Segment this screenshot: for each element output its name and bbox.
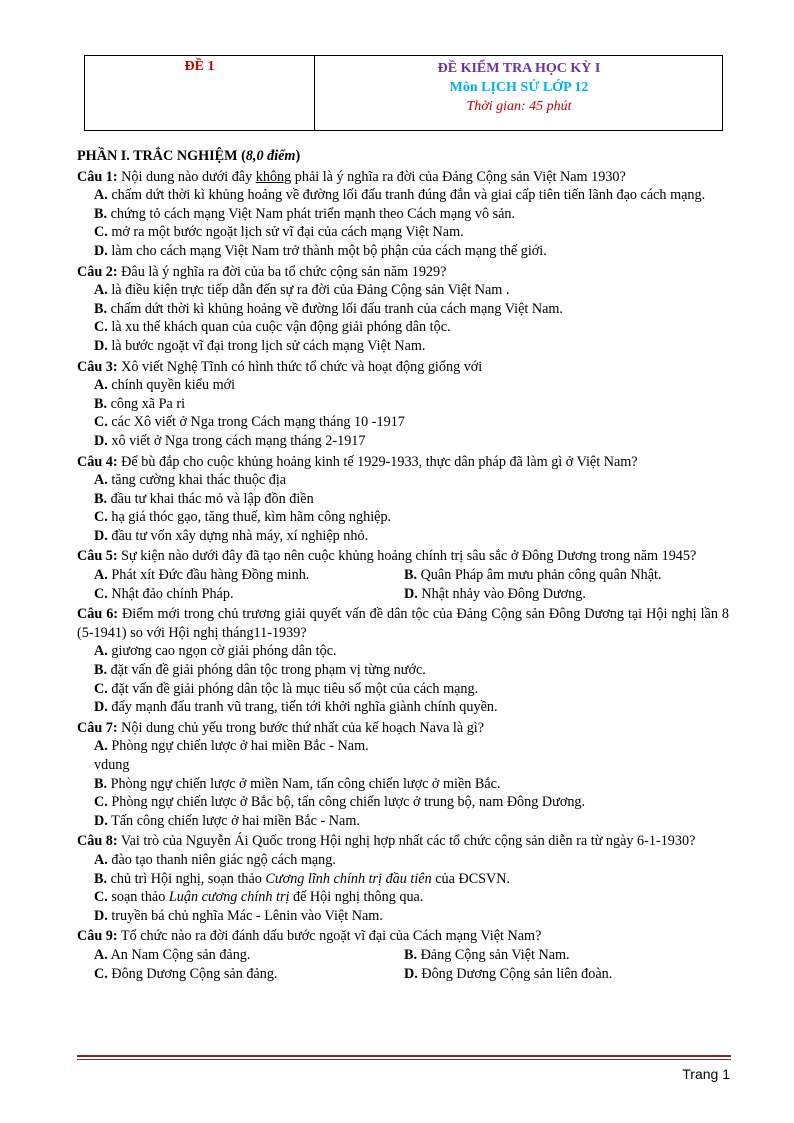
option-d: D. làm cho cách mạng Việt Nam trở thành một bộ phận của cách mạng thế giới.	[94, 242, 547, 259]
question-stem: Câu 5: Sự kiện nào dưới đây đã tạo nên cuộc khủng hoảng chính trị sâu sắc ở Đông Dương trong năm 1945?	[77, 548, 697, 565]
option-b: B. đặt vấn đề giải phóng dân tộc trong phạm vị từng nước.	[94, 662, 426, 679]
option-d: D. truyền bá chủ nghĩa Mác - Lênin vào Việt Nam.	[94, 907, 383, 924]
option-d: D. là bước ngoặt vĩ đại trong lịch sử cách mạng Việt Nam.	[94, 337, 426, 354]
option-c: C. các Xô viết ở Nga trong Cách mạng tháng 10 -1917	[94, 414, 405, 431]
option-d: D. xô viết ở Nga trong cách mạng tháng 2-1917	[94, 432, 366, 449]
option-b: B. chấm dứt thời kì khủng hoảng về đường lối đấu tranh của cách mạng Việt Nam.	[94, 300, 563, 317]
exam-time: Thời gian: 45 phút	[466, 99, 572, 114]
footer-rule-thin	[77, 1059, 731, 1060]
option-a: A. đào tạo thanh niên giác ngộ cách mạng.	[94, 851, 336, 868]
option-c: C. mở ra một bước ngoặt lịch sử vĩ đại của cách mạng Việt Nam.	[94, 224, 464, 241]
question-8	[77, 832, 729, 925]
option-c: C. Phòng ngự chiến lược ở Bắc bộ, tấn công chiến lược ở trung bộ, nam Đông Dương.	[94, 794, 586, 811]
option-d: D. Tấn công chiến lược ở hai miền Bắc - Nam.	[94, 812, 360, 829]
options-row	[77, 585, 729, 604]
question-stem: Câu 9: Tổ chức nào ra đời đánh dấu bước ngoặt vĩ đại của Cách mạng Việt Nam?	[77, 928, 542, 945]
question-2	[77, 263, 729, 356]
option-b: B. đầu tư khai thác mỏ và lập đồn điền	[94, 490, 314, 507]
option-b: B. chủ trì Hội nghị, soạn thảo Cương lĩnh chính trị đầu tiên của ĐCSVN.	[94, 870, 511, 887]
option-b: B. Phòng ngự chiến lược ở miền Nam, tấn công chiến lược ở miền Bắc.	[94, 775, 501, 792]
exam-header-table	[84, 55, 723, 131]
options-row	[77, 946, 729, 965]
exam-code: ĐỀ 1	[85, 56, 315, 130]
option-b: B. công xã Pa ri	[94, 395, 186, 412]
exam-subject: Môn LỊCH SỬ LỚP 12	[449, 80, 589, 95]
question-stem: Câu 8: Vai trò của Nguyễn Ái Quốc trong Hội nghị hợp nhất các tổ chức cộng sản diễn ra từ ngày 6-1-1930?	[77, 833, 696, 850]
option-c: C. Nhật đảo chính Pháp.	[94, 585, 234, 602]
question-stem: Câu 1: Nội dung nào dưới đây không phải là ý nghĩa ra đời của Đảng Cộng sản Việt Nam 1930?	[77, 168, 626, 185]
option-b: B. Quân Pháp âm mưu phản công quân Nhật.	[404, 567, 662, 584]
option-d: D. đầu tư vốn xây dựng nhà máy, xí nghiệp nhỏ.	[94, 527, 369, 544]
question-7	[77, 719, 729, 831]
exam-title-block	[316, 56, 722, 130]
footer-rule	[77, 1055, 731, 1057]
option-c: C. là xu thế khách quan của cuộc vận động giải phóng dân tộc.	[94, 319, 451, 336]
option-a: A. là điều kiện trực tiếp dẫn đến sự ra đời của Đảng Cộng sản Việt Nam .	[94, 282, 510, 299]
option-a: A. giương cao ngọn cờ giải phóng dân tộc.	[94, 643, 337, 660]
options-row	[77, 566, 729, 585]
option-d: D. Nhật nhảy vào Đông Dương.	[404, 585, 586, 602]
question-stem: Câu 6: Điểm mới trong chủ trương giải quyết vấn đề dân tộc của Đảng Cộng sản Đông Dương tại Hội nghị lần 8 (5-1941) so với Hội nghị tháng11-1939?	[77, 606, 729, 641]
option-a: A. tăng cường khai thác thuộc địa	[94, 472, 287, 489]
option-d: D. đẩy mạnh đấu tranh vũ trang, tiến tới khởi nghĩa giành chính quyền.	[94, 699, 498, 716]
option-c: C. hạ giá thóc gạo, tăng thuế, kìm hãm công nghiệp.	[94, 509, 392, 526]
exam-title: ĐỀ KIỂM TRA HỌC KỲ I	[437, 61, 601, 76]
option-c: C. soạn thảo Luận cương chính trị để Hội nghị thông qua.	[94, 889, 424, 906]
section-heading: PHẦN I. TRẮC NGHIỆM (8,0 điểm)	[77, 148, 301, 164]
question-9	[77, 927, 729, 983]
option-a: A. chấm dứt thời kì khủng hoảng về đường lối đấu tranh đúng đắn và giai cấp tiên tiến lãnh đạo cách mạng.	[94, 187, 706, 204]
question-6	[77, 605, 729, 717]
option-c: C. Đông Dương Cộng sản đảng.	[94, 965, 278, 982]
option-a: A. chính quyền kiểu mới	[94, 377, 236, 394]
option-a: A. An Nam Cộng sản đảng.	[94, 946, 251, 963]
question-stem: Câu 7: Nội dung chủ yếu trong bước thứ nhất của kế hoạch Nava là gì?	[77, 719, 485, 736]
question-5	[77, 547, 729, 603]
question-4	[77, 453, 729, 546]
option-c: C. đặt vấn đề giải phóng dân tộc là mục tiêu số một của cách mạng.	[94, 680, 479, 697]
page-number: Trang 1	[682, 1066, 730, 1082]
option-a: A. Phát xít Đức đầu hàng Đồng minh.	[94, 567, 310, 584]
question-1	[77, 168, 729, 261]
option-a: A. Phòng ngự chiến lược ở hai miền Bắc - Nam.	[94, 738, 369, 755]
stray-text: vdung	[94, 757, 130, 773]
question-3	[77, 358, 729, 451]
option-b: B. Đảng Cộng sản Việt Nam.	[404, 946, 570, 963]
options-row	[77, 965, 729, 984]
question-stem: Câu 4: Để bù đắp cho cuộc khủng hoảng kinh tế 1929-1933, thực dân pháp đã làm gì ở Việt Nam?	[77, 453, 638, 470]
question-stem: Câu 2: Đâu là ý nghĩa ra đời của ba tổ chức cộng sản năm 1929?	[77, 263, 447, 280]
option-b: B. chứng tỏ cách mạng Việt Nam phát triển mạnh theo Cách mạng vô sản.	[94, 205, 516, 222]
option-d: D. Đông Dương Cộng sản liên đoàn.	[404, 965, 613, 982]
question-stem: Câu 3: Xô viết Nghệ Tĩnh có hình thức tổ chức và hoạt động giống với	[77, 358, 483, 375]
exam-body	[77, 147, 729, 983]
